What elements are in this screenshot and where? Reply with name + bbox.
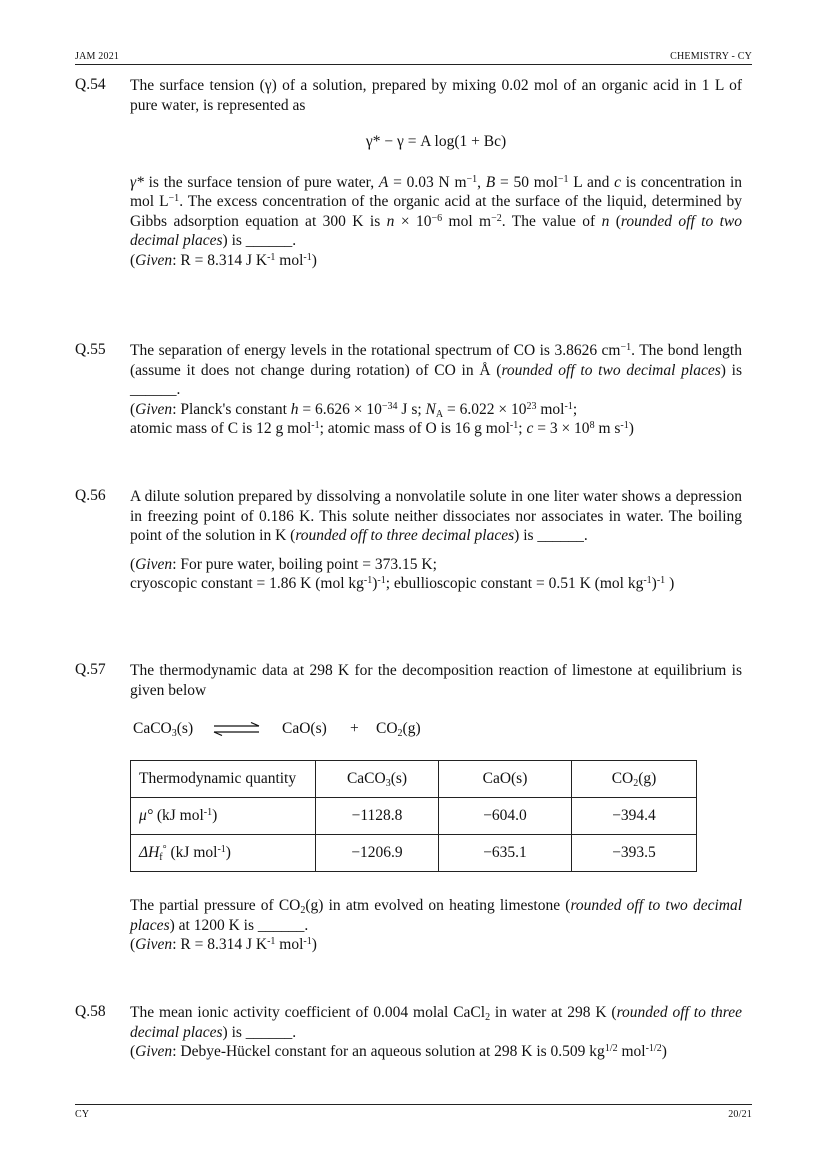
question-number-58: Q.58 (75, 1003, 106, 1020)
table-cell: −1128.8 (316, 798, 439, 835)
footer-page-number: 20/21 (728, 1109, 752, 1120)
q55-body: The separation of energy levels in the rotational spectrum of CO is 3.8626 $cm^{-1}$. The bond length (assume it does not change during rotation) of CO in Å (rounded off to two decimal places) is ______. (130, 342, 742, 398)
header-rule (75, 64, 752, 65)
table-cell: −604.0 (439, 798, 572, 835)
q57-intro: The thermodynamic data at 298 K for the decomposition reaction of limestone at equilibrium is given below (130, 662, 742, 699)
table-row-label: μ° (kJ mol$^{-1}$) (131, 798, 316, 835)
q54-given: (Given: R = 8.314 J $K^{-1}$ mol$^{-1}$) (130, 251, 317, 269)
q54-body: γ* is the surface tension of pure water, A = 0.03 N $m^{-1}$, B = 50 mol$^{-1}$ L and c is concentration in mol $L^{-1}$. The excess concentration of the organic acid at the surface of the liquid, determined by Gibbs adsorption equation at 300 K is $n \times 10^{-6}$ mol $m^{-2}$. The value of n (rounded off to two decimal places) is ______. (130, 173, 743, 249)
q54-intro: The surface tension (γ) of a solution, prepared by mixing 0.02 mol of an organic acid in 1 L of pure water, is represented as (130, 77, 742, 114)
equilibrium-arrows-icon (213, 722, 261, 736)
thermodynamic-data-table (130, 760, 697, 872)
question-55 (130, 341, 742, 439)
q58-body: The mean ionic activity coefficient of 0.004 molal CaCl$_2$ in water at 298 K (rounded off to three decimal places) is ______. (130, 1004, 742, 1041)
reaction-product-cao: CaO(s) (282, 720, 327, 737)
q58-given: (Given: Debye-Hückel constant for an aqueous solution at 298 K is 0.509 $kg^{1/2}$ mol$^{-1/2}$) (130, 1043, 667, 1060)
footer-left: CY (75, 1109, 90, 1120)
table-row (131, 835, 697, 872)
table-cell: −1206.9 (316, 835, 439, 872)
question-58 (130, 1003, 742, 1062)
question-54 (130, 76, 742, 270)
q57-given: (Given: R = 8.314 J $K^{-1}$ mol$^{-1}$) (130, 936, 317, 953)
footer-rule (75, 1104, 752, 1105)
q55-given-line1: (Given: Planck's constant $h = 6.626 \times 10^{-34}$ J s; $N_A = 6.022 \times 10^{23}$ mol$^{-1}$; (130, 400, 578, 420)
table-header-cell: $CO_2(g)$ (572, 761, 697, 798)
q56-given-line2: cryoscopic constant = 1.86 K (mol $kg^{-1})^{-1}$; ebullioscopic constant = 0.51 K (mol $kg^{-1})^{-1}$ ) (130, 575, 675, 592)
table-cell: −393.5 (572, 835, 697, 872)
reaction-product-co2: $CO_2(g)$ (376, 720, 421, 739)
reaction-reactant: CaCO$_3$(s) (133, 720, 194, 739)
question-number-54: Q.54 (75, 76, 106, 93)
header-left: JAM 2021 (75, 51, 120, 62)
reaction-plus: + (350, 720, 359, 737)
header-right: CHEMISTRY - CY (670, 51, 752, 62)
question-57 (130, 661, 742, 700)
question-56 (130, 487, 742, 594)
question-number-57: Q.57 (75, 661, 106, 678)
q56-given-line1: (Given: For pure water, boiling point = 373.15 K; (130, 555, 437, 573)
question-number-56: Q.56 (75, 487, 106, 504)
table-row-label: $\Delta H_f^\circ$ (kJ mol$^{-1}$) (131, 835, 316, 872)
q56-body: A dilute solution prepared by dissolving a nonvolatile solute in one liter water shows a depression in freezing point of 0.186 K. This solute neither dissociates nor associates in water. The boiling point of the solution in K (rounded off to three decimal places) is ______. (130, 488, 742, 544)
q54-equation: γ* − γ = A log(1 + Bc) (365, 133, 507, 150)
table-cell: −394.4 (572, 798, 697, 835)
q55-given-line2: atomic mass of C is 12 g mol$^{-1}$; atomic mass of O is 16 g mol$^{-1}$; $c = 3 \times 10^8$ m $s^{-1}$) (130, 420, 634, 437)
question-number-55: Q.55 (75, 341, 106, 358)
table-cell: −635.1 (439, 835, 572, 872)
table-header-cell: CaCO$_3$(s) (316, 761, 439, 798)
table-row (131, 798, 697, 835)
question-57-part2 (130, 896, 742, 955)
q57-body: The partial pressure of $CO_2(g)$ in atm evolved on heating limestone (rounded off to two decimal places) at 1200 K is ______. (130, 897, 743, 934)
table-header-cell: Thermodynamic quantity (131, 761, 316, 798)
table-header-row (131, 761, 697, 798)
table-header-cell: CaO(s) (439, 761, 572, 798)
